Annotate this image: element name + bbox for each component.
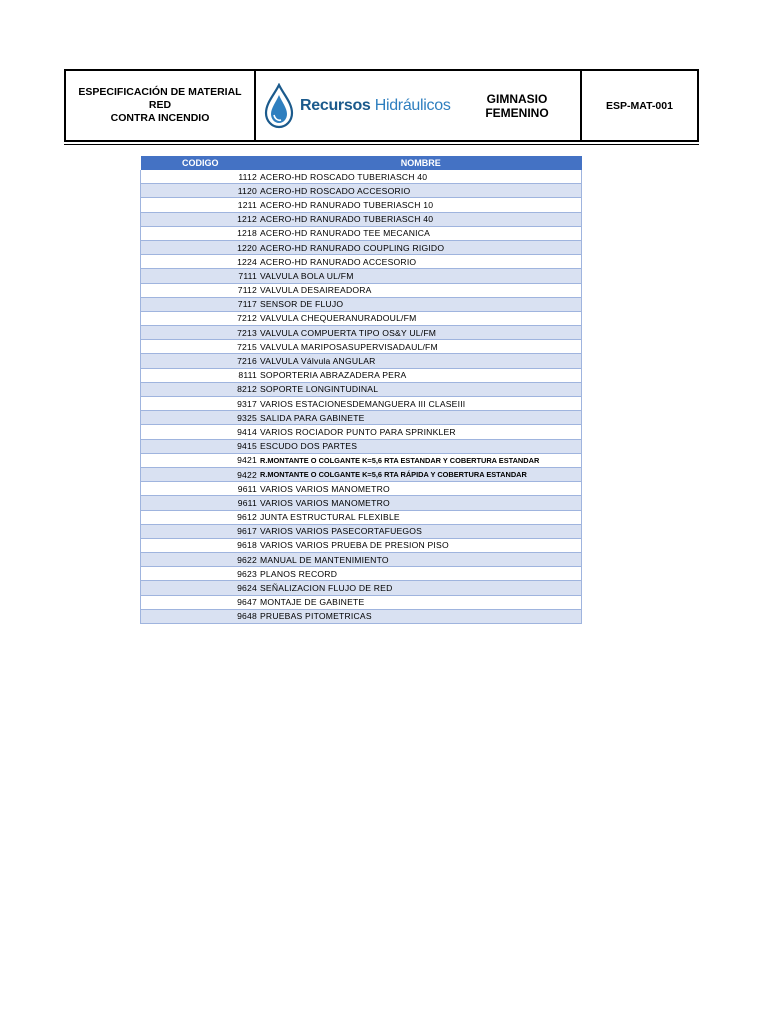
document-title-line1: ESPECIFICACIÓN DE MATERIAL RED [78, 86, 242, 111]
row-name: VALVULA MARIPOSASUPERVISADAUL/FM [260, 340, 582, 354]
table-row [141, 595, 582, 609]
row-code: 7213 [141, 326, 261, 340]
row-name: SEÑALIZACION FLUJO DE RED [260, 581, 582, 595]
document-code: ESP-MAT-001 [606, 99, 673, 112]
table-row [141, 170, 582, 184]
table-row [141, 467, 582, 481]
row-name: JUNTA ESTRUCTURAL FLEXIBLE [260, 510, 582, 524]
company-logo [256, 71, 454, 140]
row-code: 9623 [141, 567, 261, 581]
table-row [141, 283, 582, 297]
table-row [141, 397, 582, 411]
row-name: VARIOS VARIOS PRUEBA DE PRESION PISO [260, 538, 582, 552]
row-name: MONTAJE DE GABINETE [260, 595, 582, 609]
row-name: VALVULA CHEQUERANURADOUL/FM [260, 311, 582, 325]
company-name [300, 97, 451, 115]
table-row [141, 581, 582, 595]
row-name: SOPORTE LONGINTUDINAL [260, 382, 582, 396]
table-row [141, 609, 582, 623]
row-code: 1112 [141, 170, 261, 184]
row-code: 9648 [141, 609, 261, 623]
row-name: VARIOS ESTACIONESDEMANGUERA III CLASEIII [260, 397, 582, 411]
row-name: R.MONTANTE O COLGANTE K=5,6 RTA ESTANDAR Y COBERTURA ESTANDAR [260, 453, 582, 467]
row-name: SOPORTERIA ABRAZADERA PERA [260, 368, 582, 382]
row-code: 9414 [141, 425, 261, 439]
table-row [141, 538, 582, 552]
row-code: 9415 [141, 439, 261, 453]
row-name: SALIDA PARA GABINETE [260, 411, 582, 425]
row-code: 9647 [141, 595, 261, 609]
row-code: 1212 [141, 212, 261, 226]
row-code: 7111 [141, 269, 261, 283]
table-row [141, 297, 582, 311]
company-name-light: Hidráulicos [374, 96, 451, 114]
table-row [141, 496, 582, 510]
row-code: 1211 [141, 198, 261, 212]
row-name: ACERO-HD ROSCADO TUBERIASCH 40 [260, 170, 582, 184]
document-title-line2: CONTRA INCENDIO [110, 112, 210, 124]
row-code: 1224 [141, 255, 261, 269]
row-name: ACERO-HD RANURADO TEE MECANICA [260, 226, 582, 240]
row-name: ACERO-HD RANURADO ACCESORIO [260, 255, 582, 269]
row-name: ACERO-HD ROSCADO ACCESORIO [260, 184, 582, 198]
table-row [141, 326, 582, 340]
row-code: 9611 [141, 496, 261, 510]
table-row [141, 411, 582, 425]
row-code: 1218 [141, 226, 261, 240]
row-name: ACERO-HD RANURADO COUPLING RIGIDO [260, 240, 582, 254]
table-row [141, 382, 582, 396]
row-code: 9325 [141, 411, 261, 425]
row-name: VALVULA DESAIREADORA [260, 283, 582, 297]
row-code: 9611 [141, 482, 261, 496]
water-drop-icon [262, 83, 296, 129]
table-row [141, 567, 582, 581]
row-code: 7112 [141, 283, 261, 297]
table-row [141, 184, 582, 198]
table-row [141, 453, 582, 467]
row-name: SENSOR DE FLUJO [260, 297, 582, 311]
company-name-bold: Recursos [300, 96, 371, 114]
row-name: VARIOS ROCIADOR PUNTO PARA SPRINKLER [260, 425, 582, 439]
row-name: ESCUDO DOS PARTES [260, 439, 582, 453]
row-code: 1120 [141, 184, 261, 198]
row-name: PLANOS RECORD [260, 567, 582, 581]
column-header-name: NOMBRE [260, 156, 582, 170]
row-code: 7212 [141, 311, 261, 325]
document-title [66, 71, 256, 140]
row-code: 7215 [141, 340, 261, 354]
table-row [141, 425, 582, 439]
row-name: MANUAL DE MANTENIMIENTO [260, 553, 582, 567]
project-name: GIMNASIO FEMENINO [454, 71, 582, 140]
row-code: 9317 [141, 397, 261, 411]
row-code: 9622 [141, 553, 261, 567]
row-name: ACERO-HD RANURADO TUBERIASCH 40 [260, 212, 582, 226]
row-name: VARIOS VARIOS PASECORTAFUEGOS [260, 524, 582, 538]
header-underline [64, 144, 699, 145]
table-header-row [141, 156, 582, 170]
row-name: VALVULA BOLA UL/FM [260, 269, 582, 283]
table-row [141, 553, 582, 567]
table-row [141, 212, 582, 226]
row-name: VARIOS VARIOS MANOMETRO [260, 482, 582, 496]
row-name: PRUEBAS PITOMETRICAS [260, 609, 582, 623]
row-code: 8111 [141, 368, 261, 382]
row-code: 7117 [141, 297, 261, 311]
row-code: 9624 [141, 581, 261, 595]
row-name: R.MONTANTE O COLGANTE K=5,6 RTA RÁPIDA Y COBERTURA ESTANDAR [260, 467, 582, 481]
row-name: VALVULA Válvula ANGULAR [260, 354, 582, 368]
table-row [141, 482, 582, 496]
table-row [141, 269, 582, 283]
materials-table [140, 156, 582, 624]
row-code: 9618 [141, 538, 261, 552]
row-name: VARIOS VARIOS MANOMETRO [260, 496, 582, 510]
table-row [141, 510, 582, 524]
table-row [141, 368, 582, 382]
table-row [141, 439, 582, 453]
row-code: 8212 [141, 382, 261, 396]
row-code: 7216 [141, 354, 261, 368]
table-row [141, 524, 582, 538]
table-row [141, 255, 582, 269]
row-code: 9421 [141, 453, 261, 467]
table-row [141, 240, 582, 254]
table-row [141, 226, 582, 240]
row-code: 9612 [141, 510, 261, 524]
row-code: 1220 [141, 240, 261, 254]
row-name: VALVULA COMPUERTA TIPO OS&Y UL/FM [260, 326, 582, 340]
row-code: 9422 [141, 467, 261, 481]
column-header-code: CODIGO [141, 156, 261, 170]
row-code: 9617 [141, 524, 261, 538]
table-row [141, 311, 582, 325]
row-name: ACERO-HD RANURADO TUBERIASCH 10 [260, 198, 582, 212]
table-row [141, 354, 582, 368]
table-row [141, 340, 582, 354]
table-row [141, 198, 582, 212]
document-header [64, 69, 699, 142]
